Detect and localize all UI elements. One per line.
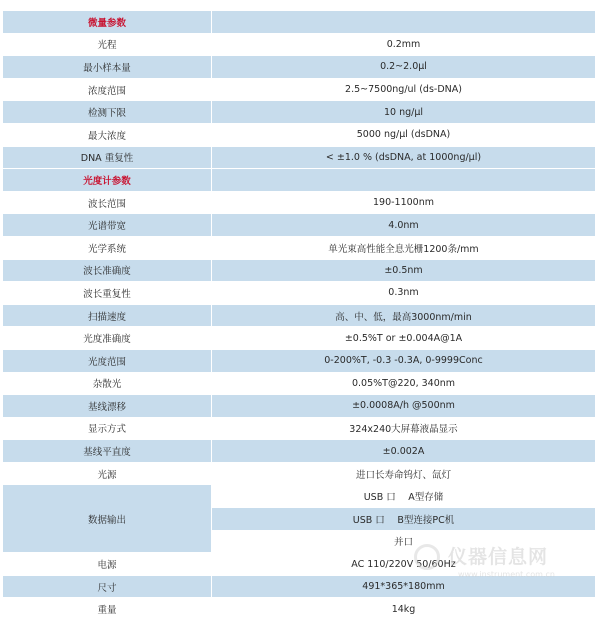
- spec-label: 杂散光: [3, 372, 212, 395]
- spec-label: 浓度范围: [3, 78, 212, 101]
- table-row: [3, 236, 596, 259]
- table-row: [3, 191, 596, 214]
- table-row: [3, 214, 596, 237]
- spec-value: 2.5~7500ng/ul (ds-DNA): [212, 78, 596, 101]
- spec-value: 0.3nm: [212, 282, 596, 305]
- spec-value: 4.0nm: [212, 214, 596, 237]
- spec-label: 基线平直度: [3, 440, 212, 463]
- table-row: [3, 349, 596, 372]
- spec-label: 最小样本量: [3, 56, 212, 79]
- watermark-brand: 仪器信息网: [448, 546, 549, 568]
- spec-label: 波长范围: [3, 191, 212, 214]
- section-header-row: [3, 11, 596, 34]
- table-row: [3, 33, 596, 56]
- spec-value: 0.2~2.0μl: [212, 56, 596, 79]
- table-row: [3, 56, 596, 79]
- spec-label: 尺寸: [3, 575, 212, 598]
- table-row: [3, 553, 596, 576]
- spec-label: 光谱带宽: [3, 214, 212, 237]
- table-row: [3, 327, 596, 350]
- table-row: [3, 372, 596, 395]
- section-title-blank: [212, 11, 596, 34]
- spec-label: 扫描速度: [3, 304, 212, 327]
- table-row: [3, 304, 596, 327]
- spec-label: 显示方式: [3, 417, 212, 440]
- section-title: 光度计参数: [3, 169, 212, 192]
- spec-label: 光度范围: [3, 349, 212, 372]
- spec-label: 光程: [3, 33, 212, 56]
- spec-value: ±0.5%T or ±0.004A@1A: [212, 327, 596, 350]
- spec-label: 电源: [3, 553, 212, 576]
- table-row: [3, 575, 596, 598]
- spec-label: 数据输出: [3, 485, 212, 553]
- spec-value: 5000 ng/μl (dsDNA): [212, 123, 596, 146]
- table-row: [3, 259, 596, 282]
- spec-label: 检测下限: [3, 101, 212, 124]
- spec-value: 并口: [212, 530, 596, 553]
- table-row: [3, 395, 596, 418]
- spec-value: 单光束高性能全息光栅1200条/mm: [212, 236, 596, 259]
- section-title-blank: [212, 169, 596, 192]
- table-row: [3, 485, 596, 508]
- table-row: [3, 462, 596, 485]
- watermark-url: www.instrument.com.cn: [458, 570, 555, 579]
- table-row: [3, 417, 596, 440]
- section-header-row: [3, 169, 596, 192]
- spec-label: 基线漂移: [3, 395, 212, 418]
- spec-label: 波长重复性: [3, 282, 212, 305]
- spec-label: 光学系统: [3, 236, 212, 259]
- spec-value: 进口长寿命钨灯、氙灯: [212, 462, 596, 485]
- spec-value: USB 口 B型连接PC机: [212, 508, 596, 531]
- spec-value: 14kg: [212, 598, 596, 621]
- spec-label: 最大浓度: [3, 123, 212, 146]
- spec-value: AC 110/220V 50/60Hz: [212, 553, 596, 576]
- spec-value: < ±1.0 % (dsDNA, at 1000ng/μl): [212, 146, 596, 169]
- spec-value: 高、中、低，最高3000nm/min: [212, 304, 596, 327]
- table-row: [3, 78, 596, 101]
- spec-value: ±0.002A: [212, 440, 596, 463]
- spec-value: 324x240大屏幕液晶显示: [212, 417, 596, 440]
- spec-value: 0.2mm: [212, 33, 596, 56]
- spec-value: 491*365*180mm: [212, 575, 596, 598]
- table-row: [3, 123, 596, 146]
- table-row: [3, 598, 596, 621]
- spec-table: [2, 10, 596, 621]
- table-row: [3, 440, 596, 463]
- spec-value: ±0.5nm: [212, 259, 596, 282]
- table-row: [3, 282, 596, 305]
- spec-value: 10 ng/μl: [212, 101, 596, 124]
- spec-label: 光度准确度: [3, 327, 212, 350]
- spec-value: ±0.0008A/h @500nm: [212, 395, 596, 418]
- table-row: [3, 101, 596, 124]
- spec-label: 光源: [3, 462, 212, 485]
- spec-label: 重量: [3, 598, 212, 621]
- spec-value: 0.05%T@220, 340nm: [212, 372, 596, 395]
- spec-value: USB 口 A型存储: [212, 485, 596, 508]
- spec-label: 波长准确度: [3, 259, 212, 282]
- section-title: 微量参数: [3, 11, 212, 34]
- spec-value: 190-1100nm: [212, 191, 596, 214]
- spec-label: DNA 重复性: [3, 146, 212, 169]
- spec-value: 0-200%T, -0.3 -0.3A, 0-9999Conc: [212, 349, 596, 372]
- table-row: [3, 146, 596, 169]
